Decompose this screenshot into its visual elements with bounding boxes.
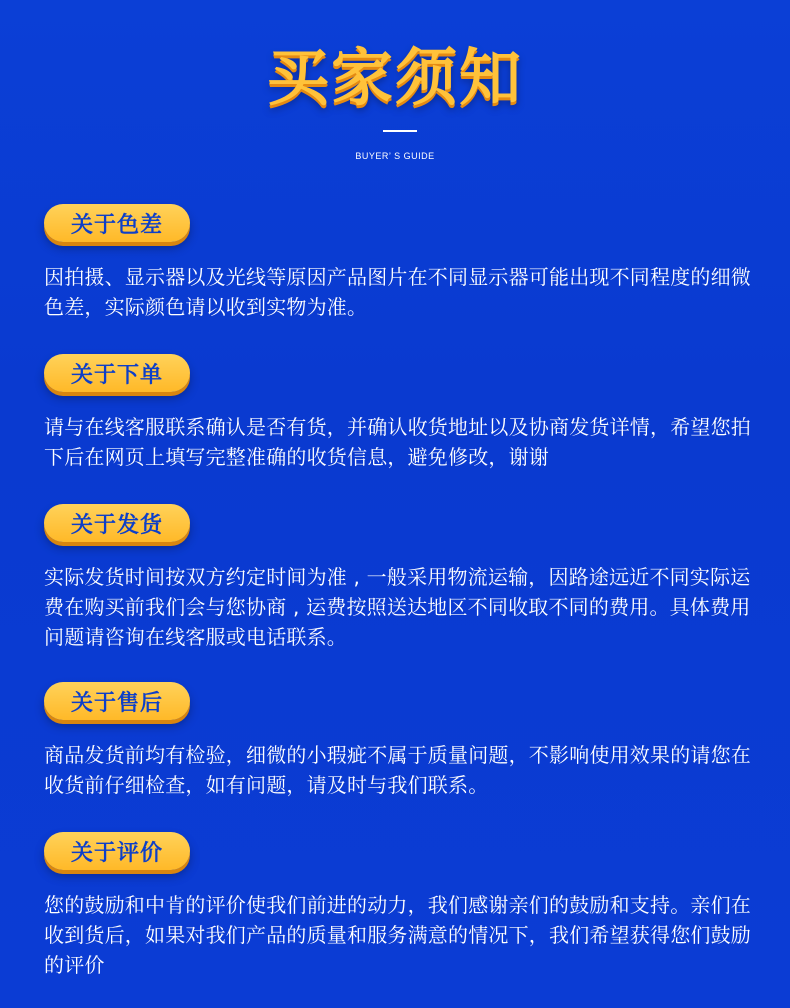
section-label-badge: 关于评价 [44,832,190,870]
page-subtitle: BUYER’ S GUIDE [355,151,435,161]
section-label-badge: 关于下单 [44,354,190,392]
section-ordering [44,354,754,472]
section-label-badge: 关于发货 [44,504,190,542]
section-label-badge: 关于售后 [44,682,190,720]
section-label-badge: 关于色差 [44,204,190,242]
page-title: 买家须知 [266,41,523,114]
title-divider [383,130,417,132]
section-shipping [44,504,754,652]
section-text: 因拍摄、显示器以及光线等原因产品图片在不同显示器可能出现不同程度的细微色差，实际颜色请以收到实物为准。 [44,265,751,319]
section-text: 商品发货前均有检验，细微的小瑕疵不属于质量问题，不影响使用效果的请您在收货前仔细检查，如有问题，请及时与我们联系。 [44,743,751,797]
section-reviews [44,832,754,980]
section-text: 您的鼓励和中肯的评价使我们前进的动力，我们感谢亲们的鼓励和支持。亲们在收到货后，如果对我们产品的质量和服务满意的情况下，我们希望获得您们鼓励的评价 [44,893,751,977]
section-text: 实际发货时间按双方约定时间为准 , 一般采用物流运输，因路途远近不同实际运费在购买前我们会与您协商 , 运费按照送达地区不同收取不同的费用。具体费用问题请咨询在线客服或电话联系。 [44,565,751,649]
section-after-sales [44,682,754,800]
section-text: 请与在线客服联系确认是否有货，并确认收货地址以及协商发货详情，希望您拍下后在网页上填写完整准确的收货信息，避免修改，谢谢 [44,415,751,469]
section-color-difference [44,204,754,322]
